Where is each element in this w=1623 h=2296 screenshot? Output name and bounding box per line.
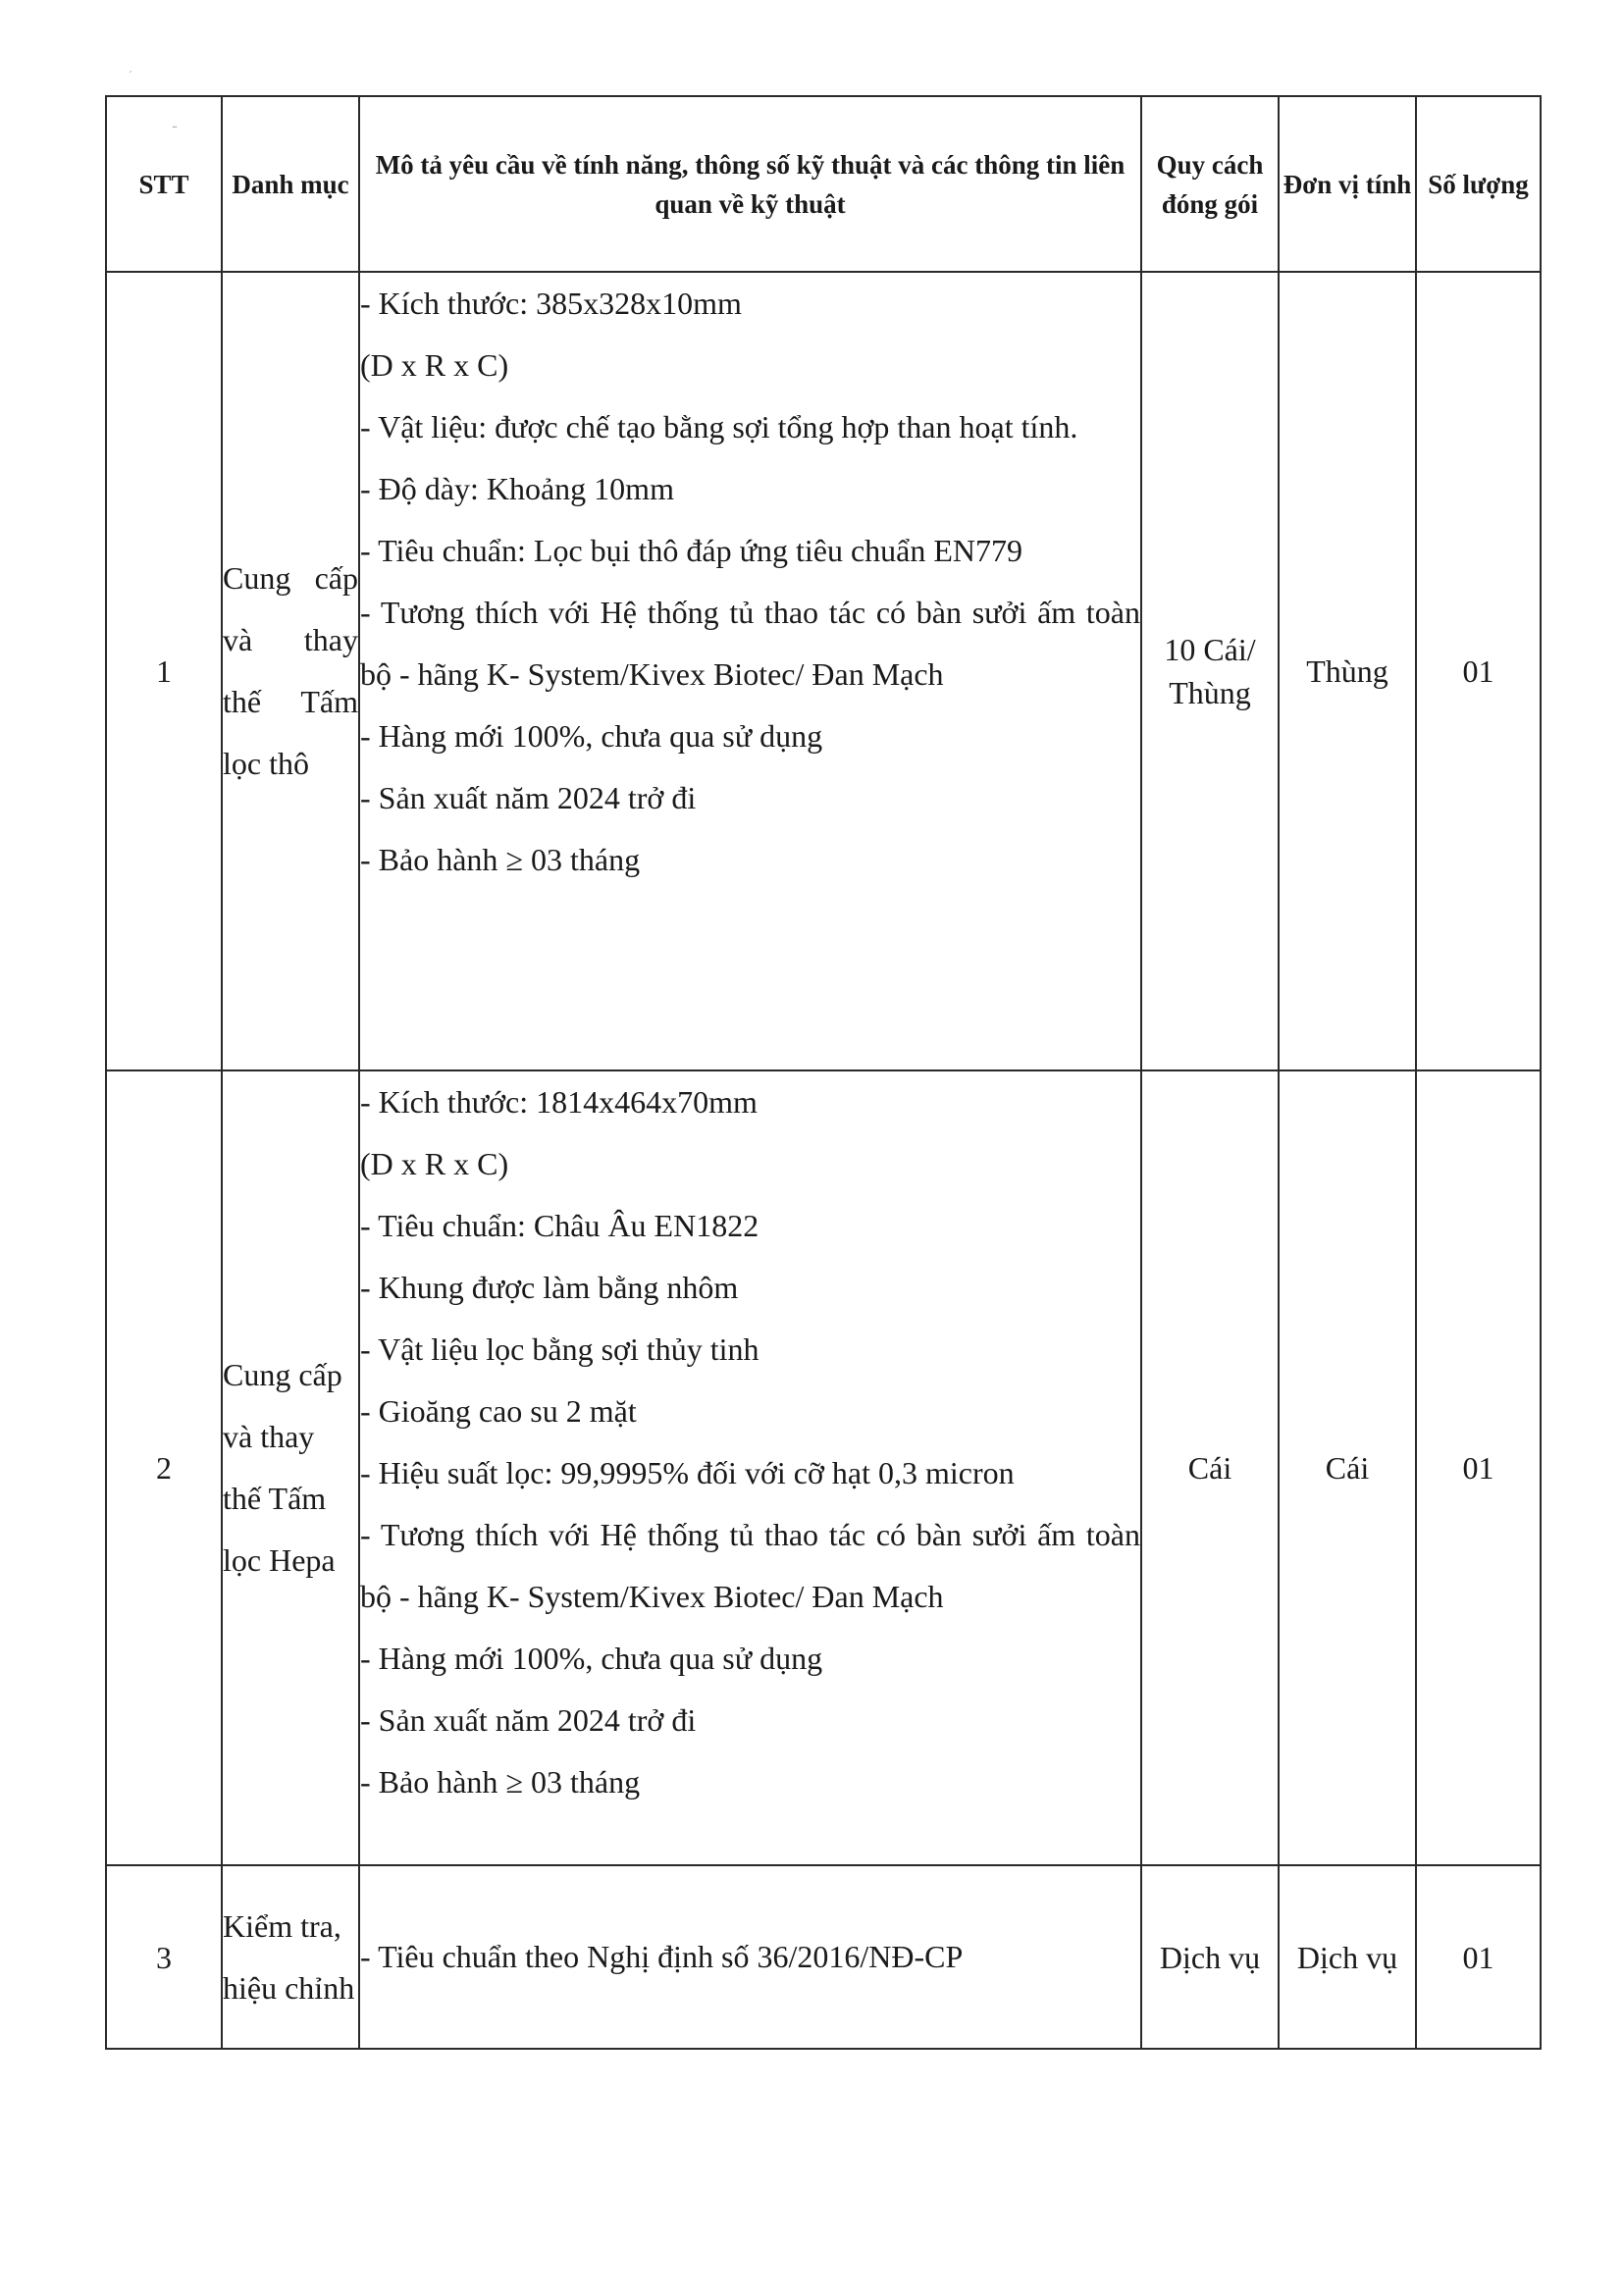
description-line: - Tiêu chuẩn: Châu Âu EN1822: [360, 1208, 759, 1243]
row-stt: 1: [106, 272, 222, 1070]
row-stt: 2: [106, 1070, 222, 1865]
specification-table: [105, 95, 1542, 2050]
description-line: - Hàng mới 100%, chưa qua sử dụng: [360, 1641, 823, 1676]
row-category: Cung cấp và thay thế Tấm lọc Hepa: [222, 1070, 359, 1865]
row-unit: Thùng: [1279, 272, 1416, 1070]
scan-speck: ´: [128, 71, 132, 81]
description-line: - Sản xuất năm 2024 trở đi: [360, 780, 697, 815]
header-category: Danh mục: [222, 96, 359, 272]
row-packing: Dịch vụ: [1141, 1865, 1279, 2049]
description-line: - Tương thích với Hệ thống tủ thao tác có bàn sưởi ấm toàn bộ - hãng K- System/Kivex Biotec/ Đan Mạch: [360, 595, 1140, 692]
row-stt: 3: [106, 1865, 222, 2049]
header-unit: Đơn vị tính: [1279, 96, 1416, 272]
description-line: - Hàng mới 100%, chưa qua sử dụng: [360, 718, 823, 754]
description-line: - Sản xuất năm 2024 trở đi: [360, 1702, 697, 1738]
row-unit: Cái: [1279, 1070, 1416, 1865]
header-stt: STT: [106, 96, 222, 272]
row-description: [359, 1070, 1141, 1865]
header-description: Mô tả yêu cầu về tính năng, thông số kỹ thuật và các thông tin liên quan về kỹ thuật: [359, 96, 1141, 272]
row-packing: 10 Cái/ Thùng: [1141, 272, 1279, 1070]
description-line: (D x R x C): [360, 1146, 509, 1181]
header-packing: Quy cách đóng gói: [1141, 96, 1279, 272]
description-line: - Kích thước: 1814x464x70mm: [360, 1084, 758, 1120]
description-line: - Tiêu chuẩn theo Nghị định số 36/2016/NĐ-CP: [360, 1939, 964, 1974]
description-line: - Vật liệu: được chế tạo bằng sợi tổng hợp than hoạt tính.: [360, 409, 1078, 444]
description-line: - Kích thước: 385x328x10mm: [360, 286, 742, 321]
header-quantity: Số lượng: [1416, 96, 1541, 272]
description-line: (D x R x C): [360, 347, 509, 383]
table-row: [106, 1865, 1541, 2049]
row-quantity: 01: [1416, 272, 1541, 1070]
description-line: - Độ dày: Khoảng 10mm: [360, 471, 674, 506]
table-row: [106, 1070, 1541, 1865]
description-line: - Bảo hành ≥ 03 tháng: [360, 842, 641, 877]
row-packing: Cái: [1141, 1070, 1279, 1865]
row-category: Cung cấp và thay thế Tấm lọc thô: [222, 272, 359, 1070]
row-unit: Dịch vụ: [1279, 1865, 1416, 2049]
table-row: [106, 272, 1541, 1070]
table-header-row: [106, 96, 1541, 272]
row-description: [359, 272, 1141, 1070]
description-line: - Tiêu chuẩn: Lọc bụi thô đáp ứng tiêu chuẩn EN779: [360, 533, 1023, 568]
row-quantity: 01: [1416, 1865, 1541, 2049]
description-line: - Hiệu suất lọc: 99,9995% đối với cỡ hạt 0,3 micron: [360, 1455, 1015, 1490]
description-line: - Tương thích với Hệ thống tủ thao tác có bàn sưởi ấm toàn bộ - hãng K- System/Kivex Biotec/ Đan Mạch: [360, 1517, 1140, 1614]
description-line: - Khung được làm bằng nhôm: [360, 1270, 739, 1305]
description-line: - Bảo hành ≥ 03 tháng: [360, 1764, 641, 1800]
row-quantity: 01: [1416, 1070, 1541, 1865]
row-description: [359, 1865, 1141, 2049]
row-category: Kiểm tra, hiệu chỉnh: [222, 1865, 359, 2049]
description-line: - Gioăng cao su 2 mặt: [360, 1393, 637, 1429]
scan-mark: ¨: [172, 125, 178, 138]
description-line: - Vật liệu lọc bằng sợi thủy tinh: [360, 1331, 759, 1367]
